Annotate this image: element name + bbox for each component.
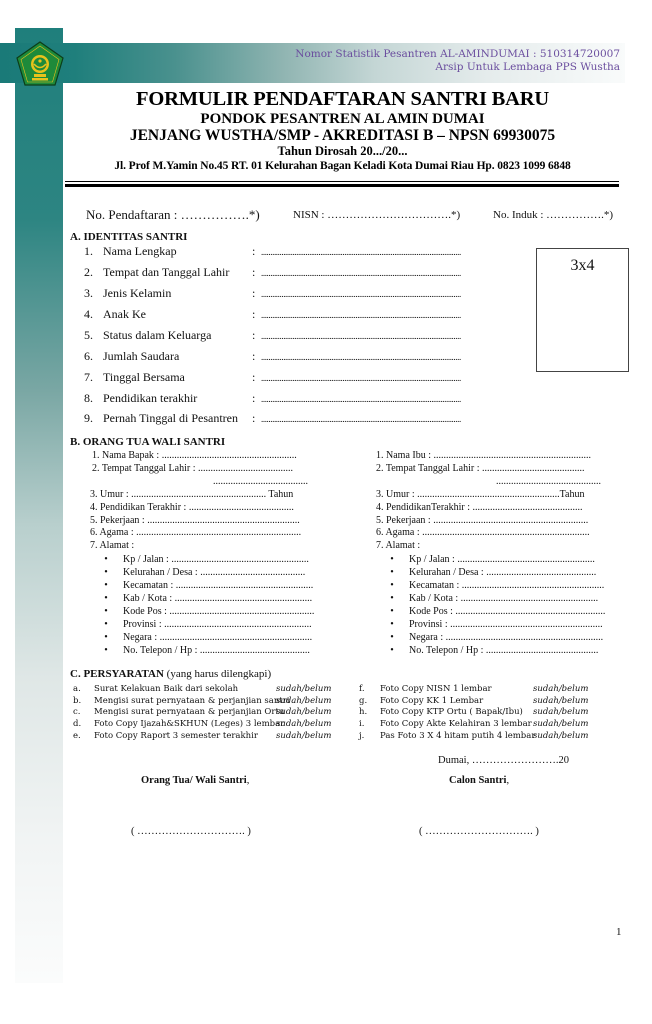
father-field[interactable]: 5. Pekerjaan : ............................................................. bbox=[90, 514, 300, 526]
identity-field-row[interactable] bbox=[84, 286, 514, 302]
field-input-dots[interactable]: ............................................................................................................ bbox=[261, 352, 461, 362]
student-signature-label: Calon Santri bbox=[449, 775, 507, 786]
bullet-icon: • bbox=[390, 644, 394, 656]
requirement-text: Foto Copy Akte Kelahiran 3 lembar bbox=[380, 719, 532, 730]
mother-field[interactable]: 7. Alamat : bbox=[376, 540, 421, 552]
father-address-field[interactable] bbox=[95, 566, 305, 579]
address-label: Kp / Jalan : ....................................................... bbox=[409, 554, 595, 566]
address-label: Negara : ............................................................. bbox=[123, 631, 313, 643]
requirement-item bbox=[359, 707, 629, 719]
parent-signature-blank[interactable]: ( …………………………. ) bbox=[131, 826, 251, 837]
field-label: Pernah Tinggal di Pesantren bbox=[103, 411, 238, 425]
field-colon: : bbox=[252, 370, 256, 384]
father-address-field[interactable] bbox=[95, 644, 310, 657]
address-label: No. Telepon / Hp : ............................................ bbox=[123, 644, 310, 656]
page-number: 1 bbox=[616, 926, 622, 938]
field-input-dots[interactable]: ............................................................................................................ bbox=[261, 268, 461, 278]
requirement-status[interactable]: sudah/belum bbox=[533, 719, 589, 730]
address-label: Kecamatan : ....................................................... bbox=[123, 580, 314, 591]
requirement-status[interactable]: sudah/belum bbox=[533, 684, 589, 694]
field-input-dots[interactable]: ............................................................................................................ bbox=[261, 373, 461, 383]
address-label: Kab / Kota : ....................................................... bbox=[409, 592, 599, 604]
father-address-field[interactable] bbox=[95, 631, 312, 644]
identity-field-row[interactable] bbox=[84, 349, 514, 365]
field-colon: : bbox=[252, 349, 256, 363]
requirement-key: j. bbox=[359, 730, 365, 741]
field-colon: : bbox=[252, 265, 256, 279]
mother-field[interactable]: .......................................... bbox=[496, 475, 601, 487]
address-label: Kode Pos : .......................................................... bbox=[123, 605, 315, 617]
identity-field-row[interactable] bbox=[84, 307, 514, 323]
requirement-key: d. bbox=[73, 719, 82, 730]
father-address-field[interactable] bbox=[95, 592, 312, 605]
mother-field[interactable]: 3. Umur : .........................................................Tahun bbox=[376, 488, 585, 500]
field-number: 6. bbox=[84, 349, 93, 363]
nisn-field[interactable]: NISN : …………………………….*) bbox=[293, 209, 461, 221]
requirement-item bbox=[73, 731, 343, 743]
field-number: 3. bbox=[84, 286, 93, 300]
field-label: Status dalam Keluarga bbox=[103, 328, 212, 342]
place-date-field[interactable]: Dumai, …………………….20 bbox=[438, 755, 569, 766]
requirement-item bbox=[73, 684, 343, 696]
parent-signature-label: Orang Tua/ Wali Santri bbox=[141, 775, 247, 786]
field-input-dots[interactable]: ............................................................................................................ bbox=[261, 331, 461, 341]
school-name: PONDOK PESANTREN AL AMIN DUMAI bbox=[200, 111, 485, 127]
requirement-text: Pas Foto 3 X 4 hitam putih 4 lembar bbox=[380, 730, 536, 741]
mother-address-field[interactable] bbox=[381, 579, 604, 592]
requirement-status[interactable]: sudah/belum bbox=[276, 707, 332, 718]
header-statistik-block bbox=[295, 48, 620, 74]
father-field[interactable]: 2. Tempat Tanggal Lahir : ...................................... bbox=[92, 462, 293, 474]
header-divider-thick bbox=[65, 184, 619, 187]
mother-address-field[interactable] bbox=[381, 566, 596, 579]
student-signature-blank[interactable]: ( …………………………. ) bbox=[419, 826, 539, 837]
field-label: Tempat dan Tanggal Lahir bbox=[103, 265, 230, 279]
bullet-icon: • bbox=[390, 580, 394, 591]
field-colon: : bbox=[252, 411, 256, 425]
arsip-label: Arsip Untuk Lembaga PPS Wustha bbox=[435, 61, 620, 73]
field-input-dots[interactable]: ............................................................................................................ bbox=[261, 247, 461, 257]
school-address: Jl. Prof M.Yamin No.45 RT. 01 Kelurahan Bagan Keladi Kota Dumai Riau Hp. 0823 1099 6848 bbox=[114, 160, 571, 172]
field-input-dots[interactable]: ............................................................................................................ bbox=[261, 394, 461, 404]
no-pendaftaran-field[interactable]: No. Pendaftaran : …………….*) bbox=[86, 207, 260, 222]
requirement-item bbox=[359, 684, 629, 696]
requirement-key: b. bbox=[73, 695, 82, 706]
field-input-dots[interactable]: ............................................................................................................ bbox=[261, 310, 461, 320]
field-colon: : bbox=[252, 244, 256, 258]
requirement-text: Foto Copy Raport 3 semester terakhir bbox=[94, 730, 258, 741]
mother-address-field[interactable] bbox=[381, 631, 603, 644]
mother-address-field[interactable] bbox=[381, 644, 598, 657]
requirement-item bbox=[73, 719, 343, 731]
photo-size-label: 3x4 bbox=[570, 257, 595, 274]
decorative-vertical-bar bbox=[15, 28, 63, 983]
mother-address-field[interactable] bbox=[381, 605, 605, 618]
father-address-field[interactable] bbox=[95, 618, 312, 631]
requirement-item bbox=[73, 707, 343, 719]
requirement-key: g. bbox=[359, 695, 368, 706]
identity-field-row[interactable] bbox=[84, 391, 514, 407]
identity-field-row[interactable] bbox=[84, 328, 514, 344]
mother-field[interactable]: 6. Agama : ................................................................... bbox=[376, 527, 590, 539]
field-label: Tinggal Bersama bbox=[103, 370, 185, 384]
field-number: 1. bbox=[84, 244, 93, 258]
requirement-status[interactable]: sudah/belum bbox=[533, 730, 589, 741]
identity-field-row[interactable] bbox=[84, 265, 514, 281]
father-field[interactable]: ...................................... bbox=[213, 475, 308, 487]
address-label: No. Telepon / Hp : ............................................. bbox=[409, 644, 599, 656]
mother-field[interactable]: 1. Nama Ibu : ............................................................... bbox=[376, 450, 591, 461]
field-number: 8. bbox=[84, 391, 93, 405]
field-label: Pendidikan terakhir bbox=[103, 391, 198, 405]
comma: , bbox=[246, 775, 250, 786]
address-label: Kode Pos : ............................................................ bbox=[409, 605, 606, 617]
requirement-text: Foto Copy NISN 1 lembar bbox=[380, 684, 492, 694]
father-field[interactable]: 3. Umur : ...................................................... Tahun bbox=[90, 488, 294, 500]
header-divider-thin bbox=[65, 181, 619, 182]
mother-field[interactable]: 5. Pekerjaan : .............................................................. bbox=[376, 514, 589, 526]
bullet-icon: • bbox=[390, 631, 394, 643]
field-label: Anak Ke bbox=[103, 307, 146, 321]
requirement-item bbox=[359, 731, 629, 743]
field-number: 4. bbox=[84, 307, 93, 321]
father-field[interactable]: 4. Pendidikan Terakhir : .......................................... bbox=[90, 501, 294, 513]
no-induk-field[interactable]: No. Induk : …………….*) bbox=[493, 209, 614, 221]
address-label: Negara : ............................................................... bbox=[409, 631, 604, 643]
academic-year: Tahun Dirosah 20.../20... bbox=[277, 144, 408, 158]
address-label: Provinsi : ........................................................... bbox=[123, 618, 312, 630]
field-input-dots[interactable]: ............................................................................................................ bbox=[261, 289, 461, 299]
identity-field-row[interactable] bbox=[84, 411, 514, 427]
bullet-icon: • bbox=[390, 554, 394, 566]
field-colon: : bbox=[252, 391, 256, 405]
requirement-key: c. bbox=[73, 707, 81, 718]
requirement-key: h. bbox=[359, 707, 368, 718]
requirement-item bbox=[359, 696, 629, 708]
parent-signature-title bbox=[141, 775, 249, 786]
photo-placeholder-box bbox=[536, 248, 629, 372]
requirement-item bbox=[73, 696, 343, 708]
requirement-status[interactable]: sudah/belum bbox=[276, 719, 332, 730]
field-label: Jenis Kelamin bbox=[103, 286, 172, 300]
section-c-title bbox=[70, 668, 271, 680]
bullet-icon: • bbox=[104, 567, 108, 579]
comma: , bbox=[506, 775, 510, 786]
requirement-status[interactable]: sudah/belum bbox=[276, 684, 332, 694]
bullet-icon: • bbox=[390, 605, 394, 617]
requirement-text: Mengisi surat pernyataan & perjanjian Ortu bbox=[94, 707, 285, 718]
father-field[interactable]: 6. Agama : .................................................................. bbox=[90, 527, 302, 539]
bullet-icon: • bbox=[104, 644, 108, 656]
field-colon: : bbox=[252, 286, 256, 300]
requirement-key: f. bbox=[359, 684, 365, 694]
father-field[interactable]: 1. Nama Bapak : ...................................................... bbox=[92, 450, 297, 461]
requirement-text: Surat Kelakuan Baik dari sekolah bbox=[94, 684, 239, 694]
bullet-icon: • bbox=[104, 605, 108, 617]
address-label: Kelurahan / Desa : ............................................ bbox=[409, 567, 597, 579]
requirement-status[interactable]: sudah/belum bbox=[533, 695, 589, 706]
requirement-key: e. bbox=[73, 730, 81, 741]
address-label: Kecamatan : ......................................................... bbox=[409, 580, 605, 591]
requirement-text: Mengisi surat pernyataan & perjanjian santri bbox=[94, 695, 290, 706]
requirement-key: i. bbox=[359, 719, 365, 730]
bullet-icon: • bbox=[104, 618, 108, 630]
requirement-text: Foto Copy KTP Ortu ( Bapak/Ibu) bbox=[380, 707, 523, 718]
mother-address-field[interactable] bbox=[381, 553, 595, 566]
requirement-status[interactable]: sudah/belum bbox=[276, 730, 332, 741]
section-c-label: C. PERSYARATAN bbox=[70, 668, 164, 680]
field-colon: : bbox=[252, 328, 256, 342]
requirement-text: Foto Copy KK 1 Lembar bbox=[380, 695, 484, 706]
field-number: 9. bbox=[84, 411, 93, 425]
bullet-icon: • bbox=[104, 592, 108, 604]
bullet-icon: • bbox=[104, 631, 108, 643]
requirement-status[interactable]: sudah/belum bbox=[533, 707, 589, 718]
father-field[interactable]: 7. Alamat : bbox=[90, 540, 135, 552]
section-b-title: B. ORANG TUA WALI SANTRI bbox=[70, 436, 226, 448]
mother-field[interactable]: 4. PendidikanTerakhir : ............................................ bbox=[376, 501, 583, 513]
address-label: Provinsi : ............................................................. bbox=[409, 618, 603, 630]
section-a-title: A. IDENTITAS SANTRI bbox=[70, 231, 188, 243]
field-input-dots[interactable]: ............................................................................................................ bbox=[261, 414, 461, 424]
requirement-status[interactable]: sudah/belum bbox=[276, 695, 332, 706]
mother-address-field[interactable] bbox=[381, 618, 603, 631]
identity-field-row[interactable] bbox=[84, 370, 514, 386]
field-number: 2. bbox=[84, 265, 93, 279]
section-c-subtitle: (yang harus dilengkapi) bbox=[166, 668, 272, 680]
address-label: Kp / Jalan : ....................................................... bbox=[123, 554, 309, 566]
bullet-icon: • bbox=[390, 567, 394, 579]
bullet-icon: • bbox=[390, 592, 394, 604]
requirement-text: Foto Copy Ijazah&SKHUN (Leges) 3 lembar bbox=[94, 719, 285, 730]
bullet-icon: • bbox=[104, 580, 108, 591]
field-colon: : bbox=[252, 307, 256, 321]
requirement-key: a. bbox=[73, 684, 81, 694]
bullet-icon: • bbox=[390, 618, 394, 630]
field-label: Jumlah Saudara bbox=[103, 349, 180, 363]
father-address-field[interactable] bbox=[95, 605, 314, 618]
mother-field[interactable]: 2. Tempat Tanggal Lahir : ......................................... bbox=[376, 462, 585, 474]
address-label: Kelurahan / Desa : .......................................... bbox=[123, 567, 306, 579]
requirement-item bbox=[359, 719, 629, 731]
mother-address-field[interactable] bbox=[381, 592, 598, 605]
form-title: FORMULIR PENDAFTARAN SANTRI BARU bbox=[136, 88, 549, 110]
identity-field-row[interactable] bbox=[84, 244, 514, 260]
father-address-field[interactable] bbox=[95, 553, 309, 566]
father-address-field[interactable] bbox=[95, 579, 313, 592]
field-label: Nama Lengkap bbox=[103, 244, 177, 258]
level-accreditation: JENJANG WUSTHA/SMP - AKREDITASI B – NPSN 69930075 bbox=[129, 127, 556, 144]
kemenag-pentagon-emblem-icon bbox=[15, 40, 65, 88]
student-signature-title bbox=[449, 775, 509, 786]
bullet-icon: • bbox=[104, 554, 108, 566]
address-label: Kab / Kota : ....................................................... bbox=[123, 592, 313, 604]
statistik-number: Nomor Statistik Pesantren AL-AMINDUMAI : 510314720007 bbox=[295, 48, 620, 60]
field-number: 5. bbox=[84, 328, 93, 342]
field-number: 7. bbox=[84, 370, 93, 384]
